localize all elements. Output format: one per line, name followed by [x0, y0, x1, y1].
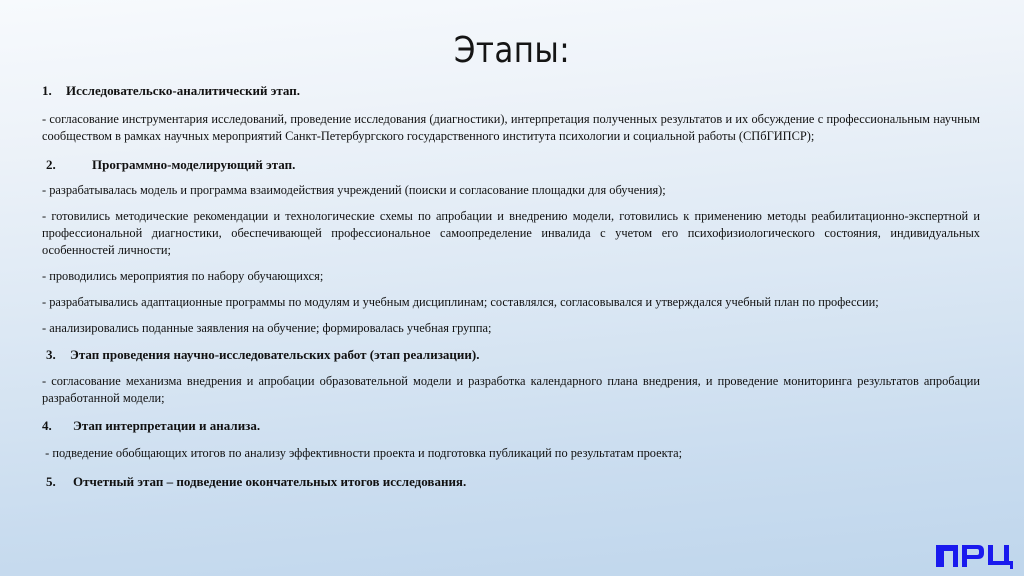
stage-3-item: - согласование механизма внедрения и апробации образовательной модели и разработка календарного плана внедрения, и проведение мониторинга результатов апробации разработанной модели;	[42, 374, 980, 405]
stage-number: 3.	[46, 347, 56, 362]
prc-logo-icon	[936, 541, 1018, 569]
stage-2-item: - готовились методические рекомендации и технологические схемы по апробации и внедрению модели, готовились к применению методы реабилитационно-экспертной и профессиональной диагностики, обеспечивающей профессиональное самоопределение инвалида с учетом его психофизиологического состояния, индивидуальных особенностей личности;	[42, 209, 980, 257]
stage-1-item: - согласование инструментария исследований, проведение исследования (диагностики), интерпретация полученных результатов и их обсуждение с профессиональным научным сообществом в рамках научных мероприятий Санкт-Петербургского государственного института психологии и социальной работы (СПбГИПСР);	[42, 112, 980, 143]
stage-title: Этап интерпретации и анализа.	[73, 418, 261, 433]
stage-4-item: - подведение обобщающих итогов по анализу эффективности проекта и подготовка публикаций по результатам проекта;	[42, 446, 683, 460]
stage-4-heading	[42, 417, 980, 434]
prc-logo	[936, 541, 1018, 569]
stage-2-item: - проводились мероприятия по набору обучающихся;	[42, 269, 324, 283]
stage-2-item: - разрабатывались адаптационные программы по модулям и учебным дисциплинам; составлялся, согласовывался и утверждался учебный план по профессии;	[42, 295, 879, 309]
stage-1-heading	[42, 82, 980, 99]
stage-3-heading	[42, 346, 980, 363]
stages-content	[42, 82, 980, 490]
stage-number: 1.	[42, 83, 52, 98]
stage-2-item: - разрабатывалась модель и программа взаимодействия учреждений (поиски и согласование площадки для обучения);	[42, 183, 666, 197]
slide-title: Этапы:	[453, 30, 571, 71]
stage-title: Исследовательско-аналитический этап.	[66, 83, 300, 98]
stage-5-heading	[42, 473, 980, 490]
stage-number: 5.	[46, 474, 56, 489]
stage-number: 4.	[42, 418, 52, 433]
stage-2-heading	[42, 156, 980, 173]
stage-number: 2.	[46, 157, 56, 172]
stage-2-item: - анализировались поданные заявления на обучение; формировалась учебная группа;	[42, 321, 492, 335]
stage-title: Отчетный этап – подведение окончательных итогов исследования.	[73, 474, 467, 489]
stage-title: Программно-моделирующий этап.	[92, 157, 296, 172]
stage-title: Этап проведения научно-исследовательских работ (этап реализации).	[70, 347, 480, 362]
